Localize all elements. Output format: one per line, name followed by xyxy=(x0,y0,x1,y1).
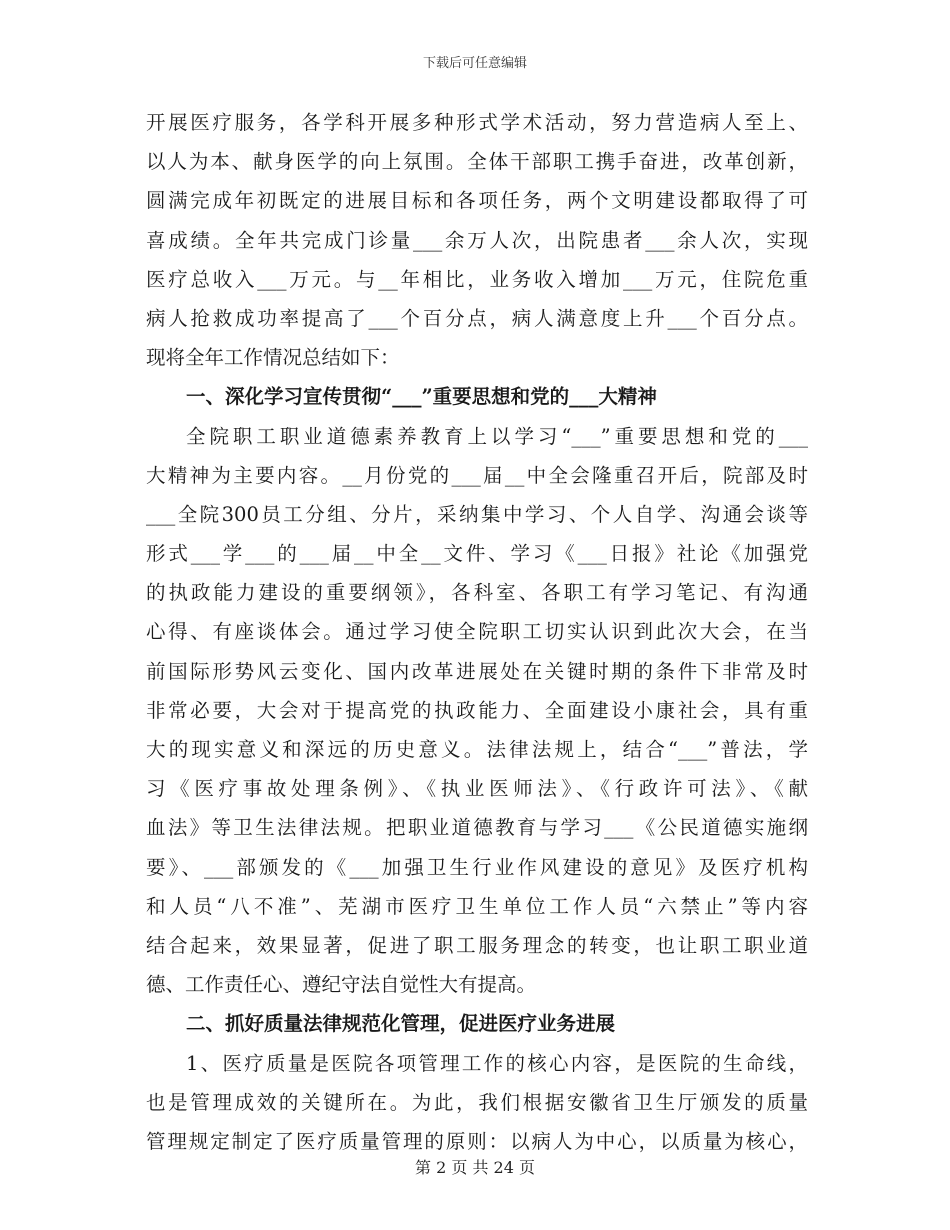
document-body xyxy=(146,103,808,1161)
paragraph-line: 喜成绩。全年共完成门诊量___余万人次，出院患者___余人次，实现 xyxy=(146,228,808,252)
paragraph-line: 医疗总收入___万元。与__年相比，业务收入增加___万元，住院危重 xyxy=(146,267,808,291)
paragraph-line: ___全院300员工分组、分片，采纳集中学习、个人自学、沟通会谈等 xyxy=(146,502,808,526)
paragraph-line: 大的现实意义和深远的历史意义。法律法规上，结合“___”普法，学 xyxy=(146,738,808,761)
paragraph-line: 非常必要，大会对于提高党的执政能力、全面建设小康社会，具有重 xyxy=(146,698,808,722)
paragraph-line: 血法》等卫生法律法规。把职业道德教育与学习___《公民道德实施纲 xyxy=(146,816,808,840)
paragraph-line: 要》、___部颁发的《___加强卫生行业作风建设的意见》及医疗机构 xyxy=(146,855,808,879)
section-heading-1: 一、深化学习宣传贯彻“___”重要思想和党的___大精神 xyxy=(186,385,657,409)
paragraph-line: 形式___学___的___届__中全__文件、学习《___日报》社论《加强党 xyxy=(146,542,808,566)
paragraph-line: 全院职工职业道德素养教育上以学习“___”重要思想和党的___ xyxy=(186,424,808,448)
paragraph-line: 德、工作责任心、遵纪守法自觉性大有提高。 xyxy=(146,973,537,997)
paragraph-line: 病人抢救成功率提高了___个百分点，病人满意度上升___个百分点。 xyxy=(146,306,808,330)
paragraph-line: 的执政能力建设的重要纲领》，各科室、各职工有学习笔记、有沟通 xyxy=(146,581,808,605)
paragraph-line: 圆满完成年初既定的进展目标和各项任务，两个文明建设都取得了可 xyxy=(146,189,808,213)
paragraph-line: 1、医疗质量是医院各项管理工作的核心内容，是医院的生命线， xyxy=(186,1051,808,1075)
paragraph-line: 习《医疗事故处理条例》、《执业医师法》、《行政许可法》、《献 xyxy=(146,777,808,801)
paragraph-line: 心得、有座谈体会。通过学习使全院职工切实认识到此次大会，在当 xyxy=(146,620,808,644)
page-header: 下载后可任意编辑 xyxy=(422,56,527,71)
paragraph-line: 前国际形势风云变化、国内改革进展处在关键时期的条件下非常及时 xyxy=(146,659,808,683)
paragraph-line: 结合起来，效果显著，促进了职工服务理念的转变，也让职工职业道 xyxy=(146,933,808,957)
paragraph-line: 大精神为主要内容。__月份党的___届__中全会隆重召开后，院部及时 xyxy=(146,463,808,487)
paragraph-line: 以人为本、献身医学的向上氛围。全体干部职工携手奋进，改革创新， xyxy=(146,150,808,174)
page-number: 第 2 页 共 24 页 xyxy=(415,1158,535,1177)
paragraph-line: 也是管理成效的关键所在。为此，我们根据安徽省卫生厅颁发的质量 xyxy=(146,1090,808,1114)
paragraph-line: 开展医疗服务，各学科开展多种形式学术活动，努力营造病人至上、 xyxy=(146,111,808,134)
paragraph-line: 和人员“八不准”、芜湖市医疗卫生单位工作人员“六禁止”等内容 xyxy=(146,894,808,918)
paragraph-line: 管理规定制定了医疗质量管理的原则：以病人为中心，以质量为核心， xyxy=(146,1129,808,1153)
paragraph-line: 现将全年工作情况总结如下： xyxy=(146,346,400,370)
section-heading-2: 二、抓好质量法律规范化管理，促进医疗业务进展 xyxy=(186,1012,616,1036)
